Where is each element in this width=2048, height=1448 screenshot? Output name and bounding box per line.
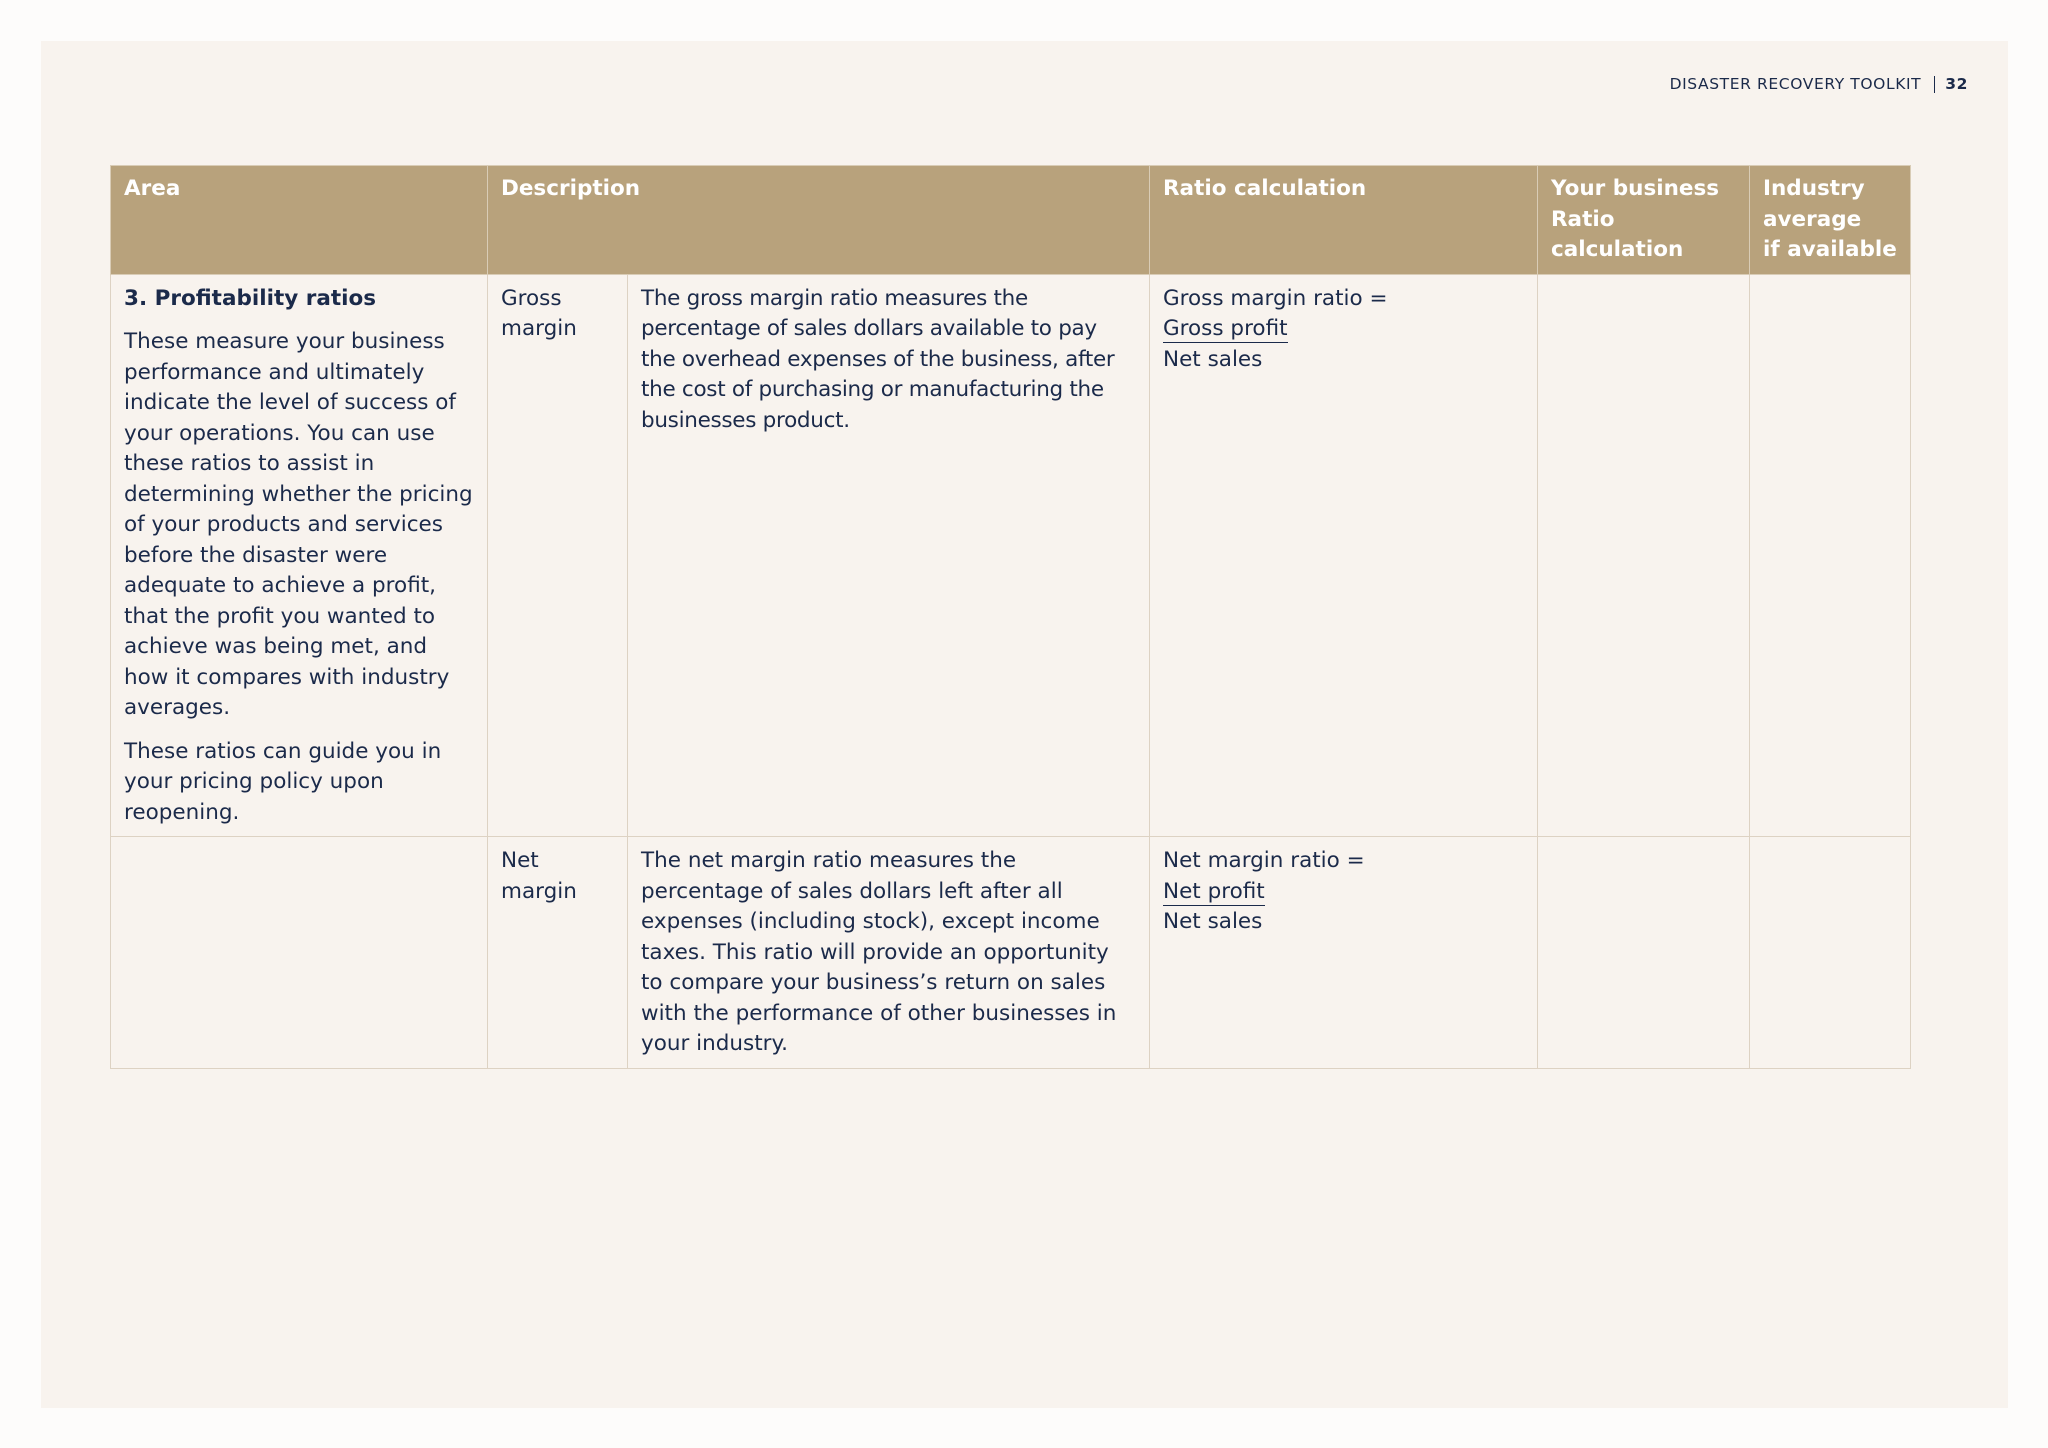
table-row-net-margin bbox=[111, 837, 1911, 1069]
ratio-name-cell: Net margin bbox=[488, 837, 628, 1069]
industry-average-cell[interactable] bbox=[1750, 274, 1911, 837]
column-header-industry-line1: Industry bbox=[1763, 176, 1865, 201]
profitability-ratios-table bbox=[110, 165, 1911, 1069]
table-row-gross-margin bbox=[111, 274, 1911, 837]
column-header-description: Description bbox=[488, 166, 1150, 275]
column-header-industry-average bbox=[1750, 166, 1911, 275]
column-header-your-business-line1: Your business bbox=[1551, 176, 1720, 201]
column-header-your-business bbox=[1538, 166, 1750, 275]
ratio-description-cell: The net margin ratio measures the percentage of sales dollars left after all expenses (including stock), except income taxes. This ratio will provide an opportunity to compare your business’s return on sales with the performance of other businesses in your industry. bbox=[628, 837, 1150, 1069]
column-header-ratio-calculation: Ratio calculation bbox=[1150, 166, 1538, 275]
formula-denominator: Net sales bbox=[1163, 909, 1263, 934]
formula-label: Gross margin ratio = bbox=[1163, 285, 1388, 311]
running-header bbox=[1670, 75, 1968, 93]
column-header-industry-line2: average bbox=[1763, 206, 1862, 232]
page-number: 32 bbox=[1945, 75, 1968, 93]
column-header-industry-line3: if available bbox=[1763, 237, 1897, 262]
formula-denominator: Net sales bbox=[1163, 346, 1263, 372]
your-business-cell[interactable] bbox=[1538, 274, 1750, 837]
ratio-formula-cell bbox=[1150, 274, 1538, 837]
your-business-cell[interactable] bbox=[1538, 837, 1750, 1069]
formula-numerator: Net profit bbox=[1163, 878, 1265, 904]
column-header-your-business-line2: Ratio calculation bbox=[1551, 206, 1684, 262]
formula-label: Net margin ratio = bbox=[1163, 848, 1365, 873]
area-description: These measure your business performance and ultimately indicate the level of success of your operations. You can use these ratios to assist in determining whether the pricing of your products and services before the disaster were adequate to achieve a profit, that the profit you wanted to achieve was being met, and how it compares with industry averages. bbox=[124, 329, 473, 720]
area-cell-empty bbox=[111, 837, 488, 1069]
column-header-area: Area bbox=[111, 166, 488, 275]
document-page bbox=[41, 41, 2008, 1408]
formula-numerator: Gross profit bbox=[1163, 316, 1288, 341]
ratio-name-cell: Gross margin bbox=[488, 274, 628, 837]
ratio-formula-cell bbox=[1150, 837, 1538, 1069]
table-header-row bbox=[111, 166, 1911, 275]
area-title: 3. Profitability ratios bbox=[124, 285, 377, 311]
industry-average-cell[interactable] bbox=[1750, 837, 1911, 1069]
area-guidance: These ratios can guide you in your pricing policy upon reopening. bbox=[124, 738, 442, 825]
header-divider bbox=[1934, 76, 1935, 93]
ratio-description-cell: The gross margin ratio measures the percentage of sales dollars available to pay the overhead expenses of the business, after the cost of purchasing or manufacturing the businesses product. bbox=[628, 274, 1150, 837]
document-title: DISASTER RECOVERY TOOLKIT bbox=[1669, 75, 1922, 93]
area-cell bbox=[111, 274, 488, 837]
